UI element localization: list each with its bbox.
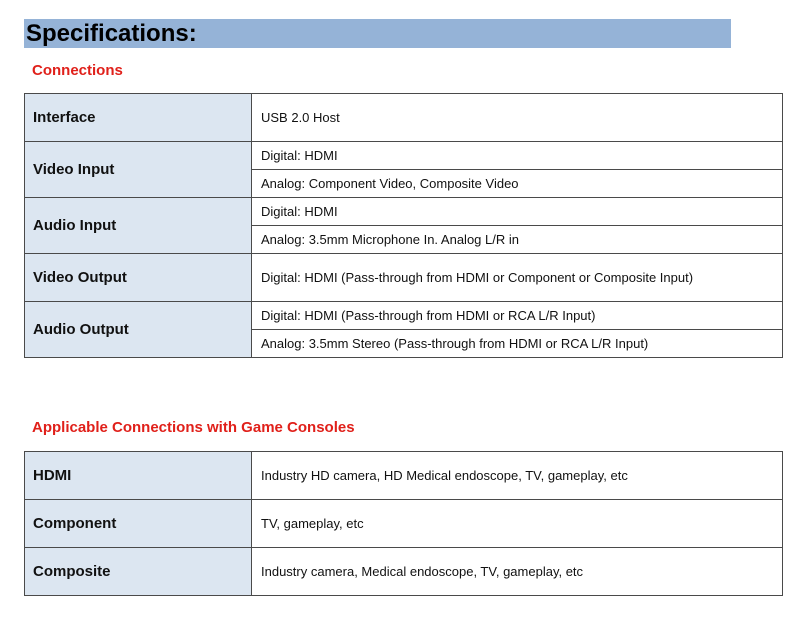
table-row (25, 500, 783, 548)
row-value: Industry camera, Medical endoscope, TV, gameplay, etc (252, 548, 783, 596)
row-value: Digital: HDMI (Pass-through from HDMI or Component or Composite Input) (252, 254, 783, 302)
row-value: Analog: 3.5mm Microphone In. Analog L/R in (252, 226, 783, 254)
row-value: Digital: HDMI (252, 198, 783, 226)
row-label: Audio Input (25, 198, 252, 254)
row-value: Analog: 3.5mm Stereo (Pass-through from HDMI or RCA L/R Input) (252, 330, 783, 358)
page-title: Specifications: (26, 20, 197, 47)
table-row (25, 94, 783, 142)
section-heading-game-consoles: Applicable Connections with Game Consoles (32, 419, 355, 436)
game-consoles-table (24, 451, 783, 596)
row-value: USB 2.0 Host (252, 94, 783, 142)
table-row (25, 548, 783, 596)
row-label: Video Input (25, 142, 252, 198)
table-row (25, 198, 783, 226)
table-row (25, 302, 783, 330)
row-label: Video Output (25, 254, 252, 302)
table-row (25, 254, 783, 302)
row-label: Component (25, 500, 252, 548)
row-value: Digital: HDMI (Pass-through from HDMI or RCA L/R Input) (252, 302, 783, 330)
row-value: TV, gameplay, etc (252, 500, 783, 548)
row-label: Interface (25, 94, 252, 142)
row-value: Industry HD camera, HD Medical endoscope, TV, gameplay, etc (252, 452, 783, 500)
title-bar (24, 19, 731, 48)
row-label: Audio Output (25, 302, 252, 358)
row-label: HDMI (25, 452, 252, 500)
connections-table (24, 93, 783, 358)
table-row (25, 452, 783, 500)
row-label: Composite (25, 548, 252, 596)
row-value: Analog: Component Video, Composite Video (252, 170, 783, 198)
row-value: Digital: HDMI (252, 142, 783, 170)
table-row (25, 142, 783, 170)
section-heading-connections: Connections (32, 62, 123, 79)
